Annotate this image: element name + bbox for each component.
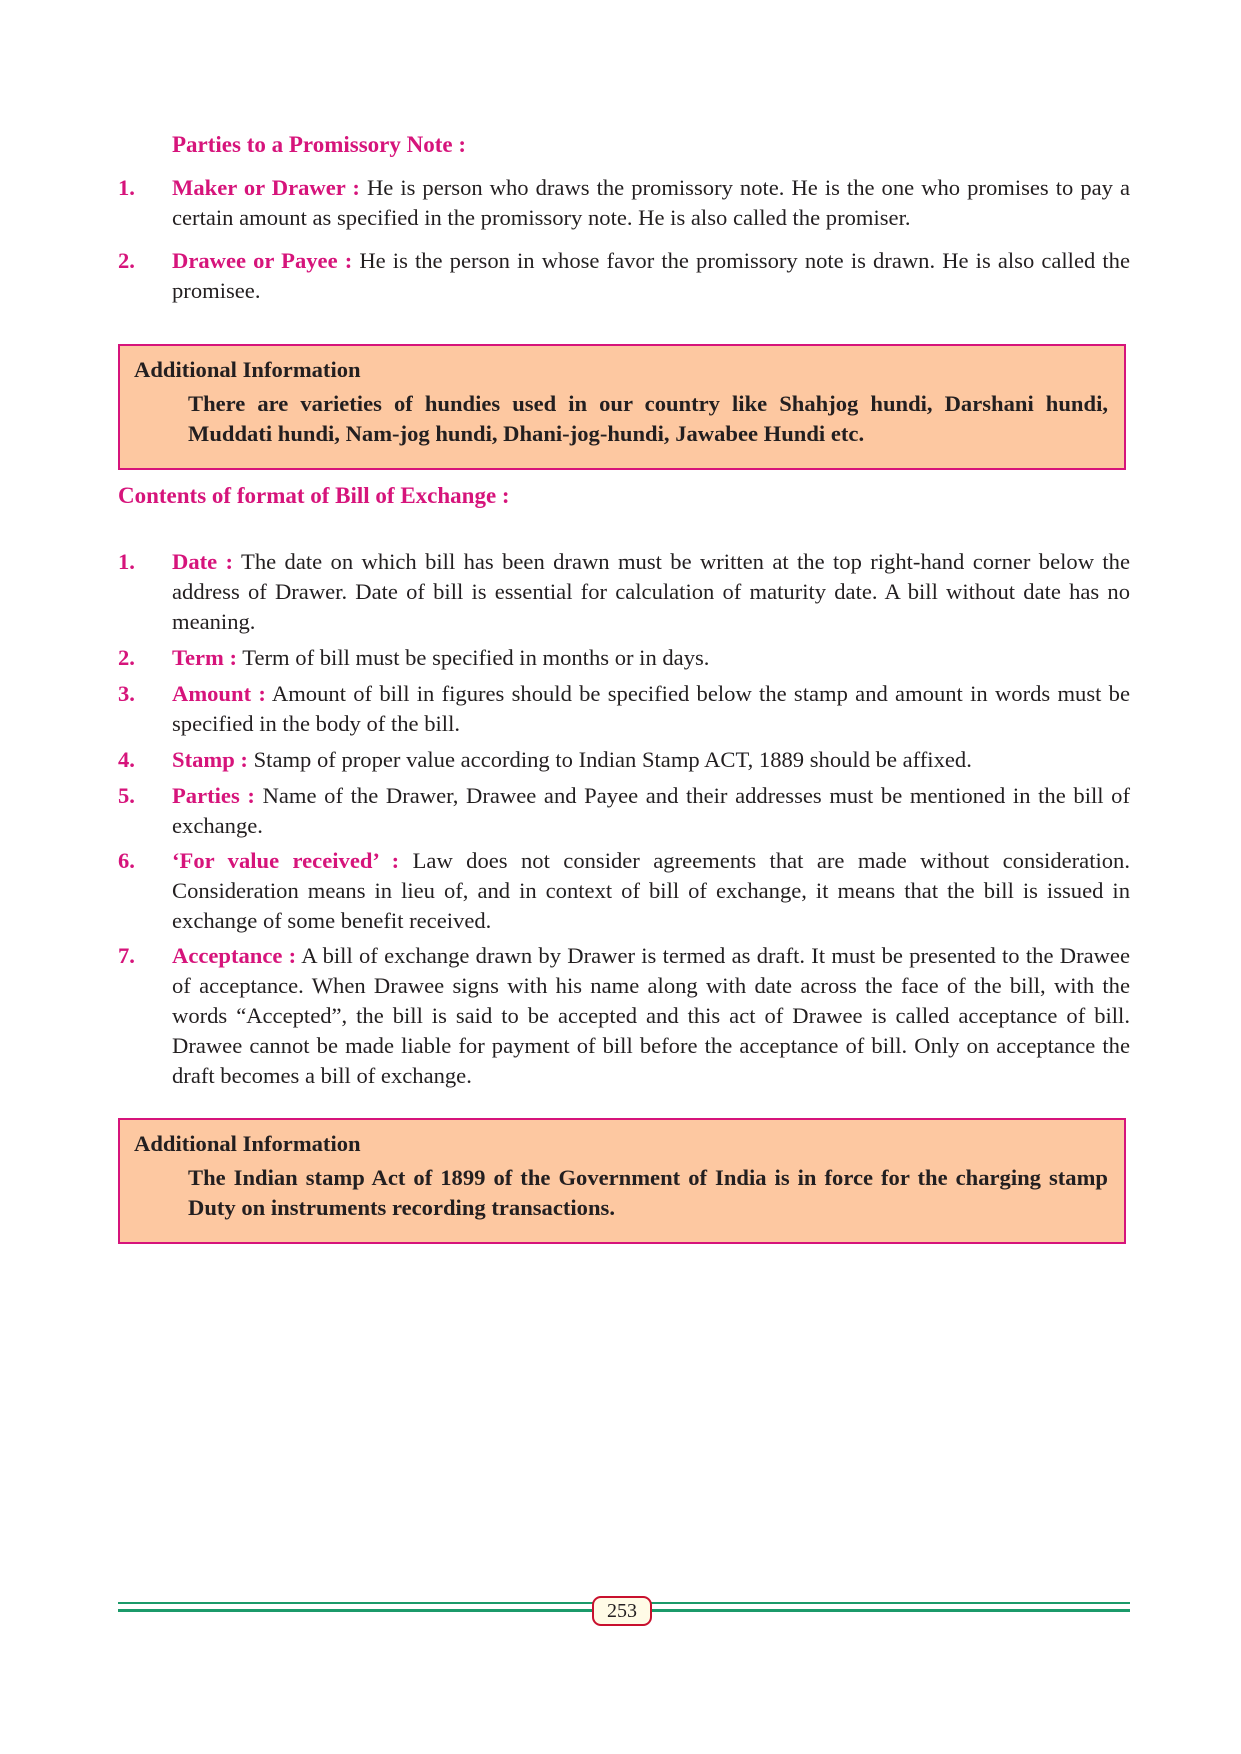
- item-number: 2.: [118, 645, 135, 670]
- item-text: He is person who draws the promissory note. He is the one who promises to pay a certain amount as specified in the promissory note. He is also called the promiser.: [172, 175, 1130, 230]
- item-number: 1.: [118, 175, 135, 200]
- list-item: [118, 781, 1130, 841]
- item-term: Acceptance :: [172, 943, 297, 968]
- item-number: 3.: [118, 681, 135, 706]
- item-term: Term :: [172, 645, 238, 670]
- list-item: [118, 745, 1130, 775]
- info-heading: Additional Information: [134, 1131, 361, 1156]
- list-item: [118, 173, 1130, 233]
- item-term: ‘For value received’ :: [172, 848, 400, 873]
- list-item: [118, 547, 1130, 637]
- item-text: Name of the Drawer, Drawee and Payee and their addresses must be mentioned in the bill of exchange.: [172, 783, 1130, 838]
- item-number: 6.: [118, 848, 135, 873]
- page-number: 253: [592, 1596, 652, 1626]
- item-term: Stamp :: [172, 747, 248, 772]
- item-text: Amount of bill in figures should be specified below the stamp and amount in words must be specified in the body of the bill.: [172, 681, 1130, 736]
- item-text: He is the person in whose favor the promissory note is drawn. He is also called the promisee.: [172, 248, 1130, 303]
- item-text: Term of bill must be specified in months or in days.: [237, 645, 710, 670]
- item-number: 1.: [118, 549, 135, 574]
- info-heading: Additional Information: [134, 357, 361, 382]
- additional-info-box: [118, 344, 1126, 470]
- list-item: [118, 846, 1130, 936]
- item-number: 7.: [118, 943, 135, 968]
- item-text: Law does not consider agreements that are made without consideration. Consideration means in lieu of, and in context of bill of exchange, it means that the bill is issued in exchange of some benefit received.: [172, 848, 1130, 933]
- info-text: There are varieties of hundies used in our country like Shahjog hundi, Darshani hundi, Muddati hundi, Nam-jog hundi, Dhani-jog-hundi, Jawabee Hundi etc.: [188, 391, 1108, 446]
- item-term: Drawee or Payee :: [172, 248, 353, 273]
- item-text: A bill of exchange drawn by Drawer is termed as draft. It must be presented to the Drawee of acceptance. When Drawee signs with his name along with date across the face of the bill, with the words “Accepted”, the bill is said to be accepted and this act of Drawee is called acceptance of bill. Drawee cannot be made liable for payment of bill before the acceptance of bill. Only on acceptance the draft becomes a bill of exchange.: [172, 943, 1130, 1088]
- section-title-parties: Parties to a Promissory Note :: [172, 132, 467, 157]
- section-title-bill-format: Contents of format of Bill of Exchange :: [118, 483, 510, 508]
- list-item: [118, 246, 1130, 306]
- item-term: Parties :: [172, 783, 255, 808]
- item-text: The date on which bill has been drawn must be written at the top right-hand corner below the address of Drawer. Date of bill is essential for calculation of maturity date. A bill without date has no meaning.: [172, 549, 1130, 634]
- item-number: 4.: [118, 747, 135, 772]
- item-number: 2.: [118, 248, 135, 273]
- additional-info-box: [118, 1118, 1126, 1244]
- item-term: Date :: [172, 549, 234, 574]
- item-term: Maker or Drawer :: [172, 175, 360, 200]
- info-text: The Indian stamp Act of 1899 of the Government of India is in force for the charging stamp Duty on instruments recording transactions.: [188, 1165, 1108, 1220]
- item-term: Amount :: [172, 681, 266, 706]
- list-item: [118, 679, 1130, 739]
- list-item: [118, 941, 1130, 1091]
- item-text: Stamp of proper value according to Indian Stamp ACT, 1889 should be affixed.: [247, 747, 972, 772]
- list-item: [118, 643, 1130, 673]
- item-number: 5.: [118, 783, 135, 808]
